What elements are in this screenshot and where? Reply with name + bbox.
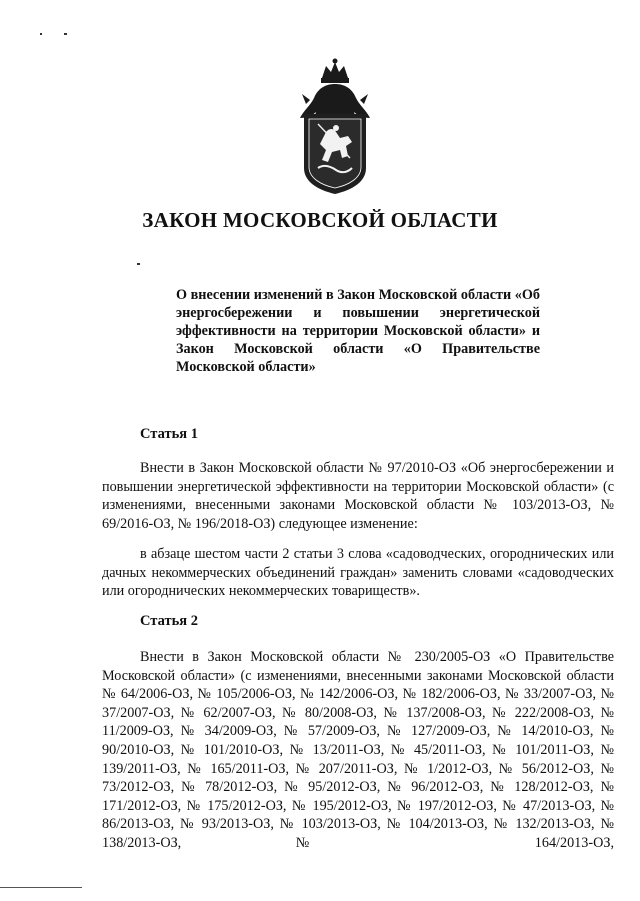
scan-mark [64,33,67,35]
footer-rule [0,887,82,888]
moscow-oblast-coat-of-arms-icon [296,58,374,196]
document-title: ЗАКОН МОСКОВСКОЙ ОБЛАСТИ [142,208,498,232]
article-2-heading: Статья 2 [140,613,198,629]
law-subject: О внесении изменений в Закон Московской области «Об энергосбережении и повышении энергетической эффективности на территории Московской области» и Закон Московской области «О Правительстве Московской области» [176,287,540,375]
article-2-paragraph-1: Внести в Закон Московской области № 230/2005-ОЗ «О Правительстве Московской области» (с изменениями, внесенными законами Московской области № 64/2006-ОЗ, № 105/2006-ОЗ, № 142/2006-ОЗ, № 182/2006-ОЗ, № 33/2007-ОЗ, № 37/2007-ОЗ, № 62/2007-ОЗ, № 80/2008-ОЗ, № 137/2008-ОЗ, № 222/2008-ОЗ, № 11/2009-ОЗ, № 34/2009-ОЗ, № 57/2009-ОЗ, № 127/2009-ОЗ, № 14/2010-ОЗ, № 90/2010-ОЗ, № 101/2010-ОЗ, № 13/2011-ОЗ, № 45/2011-ОЗ, № 101/2011-ОЗ, № 139/2011-ОЗ, № 165/2011-ОЗ, № 207/2011-ОЗ, № 1/2012-ОЗ, № 56/2012-ОЗ, № 73/2012-ОЗ, № 78/2012-ОЗ, № 95/2012-ОЗ, № 96/2012-ОЗ, № 128/2012-ОЗ, № 171/2012-ОЗ, № 175/2012-ОЗ, № 195/2012-ОЗ, № 197/2012-ОЗ, № 47/2013-ОЗ, № 86/2013-ОЗ, № 93/2013-ОЗ, № 103/2013-ОЗ, № 104/2013-ОЗ, № 132/2013-ОЗ, № 138/2013-ОЗ, № 164/2013-ОЗ, [102,649,614,851]
scan-mark [40,33,42,35]
article-1-paragraph-2: в абзаце шестом части 2 статьи 3 слова «садоводческих, огороднических или дачных некоммерческих объединений граждан» заменить словами «садоводческих или огороднических некоммерческих товариществ». [102,546,614,600]
article-1-paragraph-1: Внести в Закон Московской области № 97/2010-ОЗ «Об энергосбережении и повышении энергетической эффективности на территории Московской области» (с изменениями, внесенными законами Московской области № 103/2013-ОЗ, № 69/2016-ОЗ, № 196/2018-ОЗ) следующее изменение: [102,460,614,532]
article-1-heading: Статья 1 [140,426,198,442]
scan-mark [137,263,140,265]
